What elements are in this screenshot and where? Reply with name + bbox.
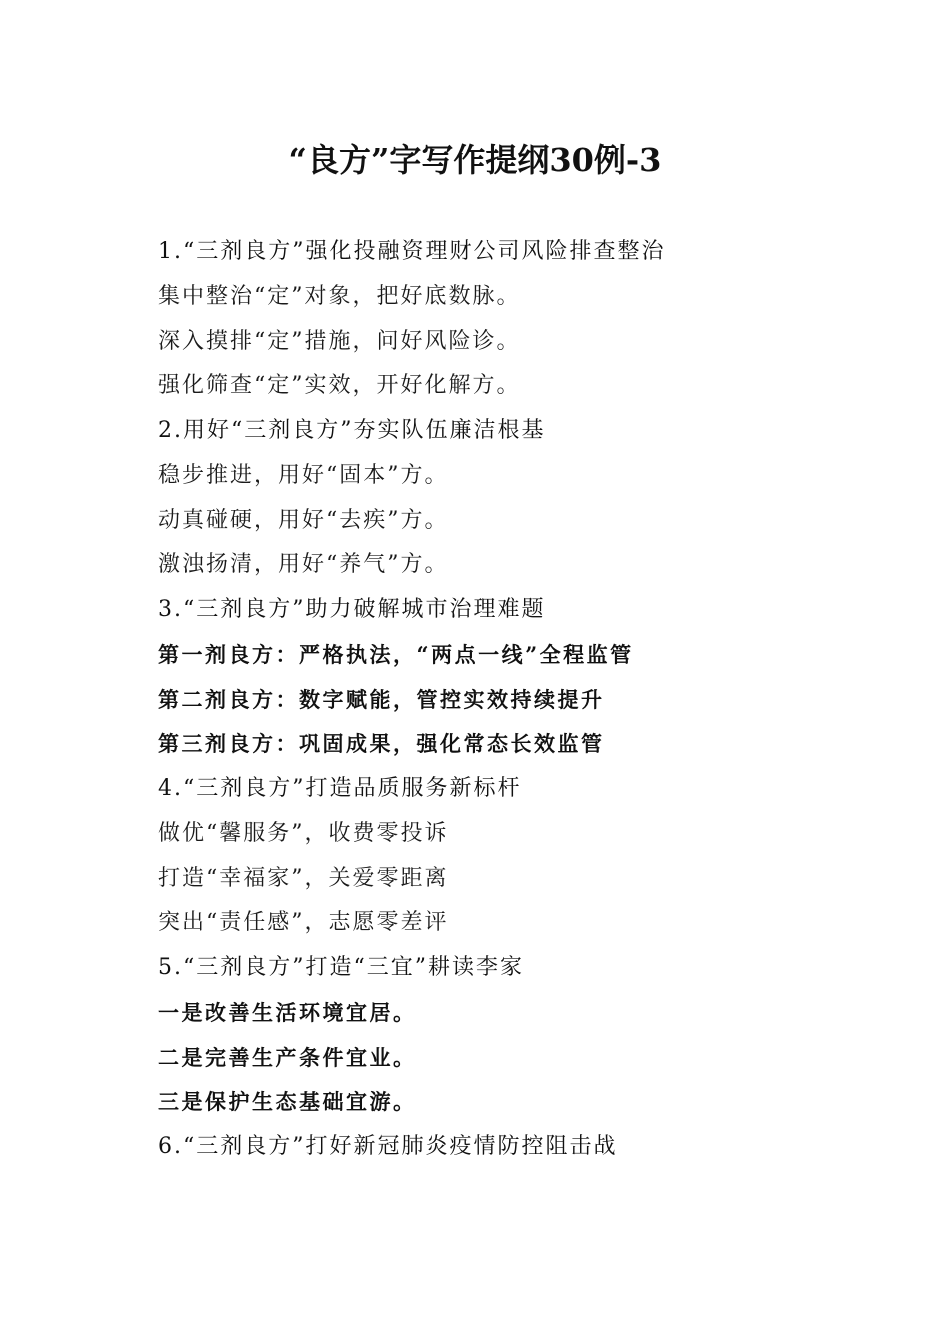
outline-heading: 6.“三剂良方”打好新冠肺炎疫情防控阻击战 (158, 1134, 618, 1159)
outline-heading: 2.用好“三剂良方”夯实队伍廉洁根基 (158, 418, 546, 443)
outline-heading: 1.“三剂良方”强化投融资理财公司风险排查整治 (158, 239, 666, 264)
outline-item: 第三剂良方：巩固成果，强化常态长效监管 (158, 731, 605, 757)
outline-item: 一是改善生活环境宜居。 (158, 999, 417, 1025)
outline-item: 突出“责任感”，志愿零差评 (158, 910, 449, 936)
outline-list (158, 234, 858, 1174)
outline-item: 深入摸排“定”措施，问好风险诊。 (158, 328, 521, 354)
outline-item: 二是完善生产条件宜业。 (158, 1044, 417, 1070)
outline-item: 激浊扬清，用好“养气”方。 (158, 552, 449, 578)
outline-item: 稳步推进，用好“固本”方。 (158, 462, 449, 488)
outline-item: 第二剂良方：数字赋能，管控实效持续提升 (158, 686, 605, 712)
outline-heading: 5.“三剂良方”打造“三宜”耕读李家 (158, 955, 524, 980)
outline-item: 三是保护生态基础宜游。 (158, 1089, 417, 1115)
outline-item: 强化筛查“定”实效，开好化解方。 (158, 373, 521, 399)
document-title: “良方”字写作提纲30例-3 (288, 141, 662, 179)
outline-item: 做优“馨服务”，收费零投诉 (158, 820, 449, 846)
outline-item: 集中整治“定”对象，把好底数脉。 (158, 283, 521, 309)
outline-item: 第一剂良方：严格执法，“两点一线”全程监管 (158, 641, 634, 667)
outline-heading: 4.“三剂良方”打造品质服务新标杆 (158, 776, 522, 801)
outline-item: 打造“幸福家”，关爱零距离 (158, 865, 449, 891)
outline-heading: 3.“三剂良方”助力破解城市治理难题 (158, 597, 546, 622)
outline-item: 动真碰硬，用好“去疾”方。 (158, 507, 449, 533)
